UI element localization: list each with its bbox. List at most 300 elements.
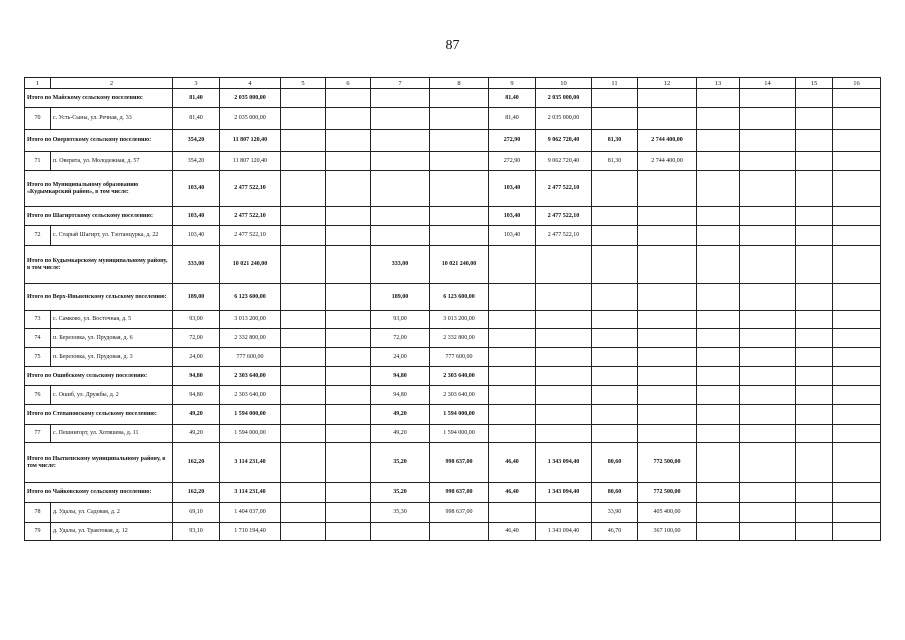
table-cell: 272,90	[489, 152, 536, 171]
table-cell: 354,20	[173, 130, 220, 152]
table-cell	[697, 443, 740, 483]
table-cell: 6 123 600,00	[430, 284, 489, 311]
table-cell	[833, 207, 881, 226]
table-cell	[281, 226, 326, 246]
subtotal-row	[25, 284, 881, 311]
subtotal-row	[25, 443, 881, 483]
table-cell	[796, 108, 833, 130]
table-cell	[489, 503, 536, 523]
table-cell: 162,20	[173, 443, 220, 483]
table-cell	[371, 108, 430, 130]
table-cell	[833, 311, 881, 329]
table-cell: 777 600,00	[220, 348, 281, 367]
table-cell: 81,40	[489, 108, 536, 130]
table-cell	[833, 152, 881, 171]
table-cell	[326, 130, 371, 152]
table-cell	[326, 425, 371, 443]
table-cell: 11 807 120,40	[220, 152, 281, 171]
table-cell	[833, 108, 881, 130]
table-cell: 333,00	[371, 246, 430, 284]
table-cell: 3 013 200,00	[220, 311, 281, 329]
table-cell: 2 303 640,00	[220, 386, 281, 405]
table-cell	[489, 386, 536, 405]
table-cell	[796, 523, 833, 541]
table-cell	[326, 483, 371, 503]
table-cell	[796, 130, 833, 152]
table-cell: 94,80	[371, 367, 430, 386]
table-cell: 1 404 037,00	[220, 503, 281, 523]
table-cell: 2 303 640,00	[220, 367, 281, 386]
table-cell	[371, 152, 430, 171]
table-cell	[592, 367, 638, 386]
table-cell	[638, 367, 697, 386]
table-cell	[638, 108, 697, 130]
column-header: 6	[326, 78, 371, 89]
table-cell: 772 500,00	[638, 483, 697, 503]
table-cell	[697, 226, 740, 246]
table-cell: 2 477 522,10	[536, 226, 592, 246]
table-cell	[430, 130, 489, 152]
table-cell	[638, 171, 697, 207]
table-cell: 2 332 800,00	[220, 329, 281, 348]
table-cell: 24,00	[371, 348, 430, 367]
table-cell: 2 303 640,00	[430, 386, 489, 405]
table-cell: 24,00	[173, 348, 220, 367]
table-cell: 94,80	[371, 386, 430, 405]
table-cell	[740, 171, 796, 207]
table-cell	[697, 207, 740, 226]
table-cell: 998 637,00	[430, 443, 489, 483]
table-cell	[833, 503, 881, 523]
table-cell	[536, 348, 592, 367]
table-cell	[326, 523, 371, 541]
table-cell: 189,00	[173, 284, 220, 311]
table-cell: 333,00	[173, 246, 220, 284]
row-number: 77	[25, 425, 51, 443]
row-address: д. Удалы, ул. Садовая, д. 2	[51, 503, 173, 523]
table-cell: 1 594 000,00	[430, 405, 489, 425]
table-cell: 103,40	[489, 226, 536, 246]
table-cell: 772 500,00	[638, 443, 697, 483]
table-cell	[796, 284, 833, 311]
table-cell: 2 477 522,10	[536, 171, 592, 207]
table-cell	[592, 311, 638, 329]
table-cell	[697, 284, 740, 311]
table-cell	[740, 386, 796, 405]
table-cell: 3 114 231,40	[220, 483, 281, 503]
column-header: 11	[592, 78, 638, 89]
table-cell: 10 021 240,00	[220, 246, 281, 284]
table-cell	[326, 171, 371, 207]
table-cell	[697, 89, 740, 108]
table-cell: 103,40	[489, 207, 536, 226]
table-cell	[638, 425, 697, 443]
row-address: п. Березовка, ул. Прудовая, д. 6	[51, 329, 173, 348]
column-header: 4	[220, 78, 281, 89]
table-cell	[281, 523, 326, 541]
table-cell	[326, 226, 371, 246]
table-row	[25, 108, 881, 130]
subtotal-row	[25, 89, 881, 108]
table-cell	[833, 367, 881, 386]
table-cell	[697, 171, 740, 207]
table-cell	[697, 367, 740, 386]
table-cell	[833, 523, 881, 541]
table-cell	[326, 246, 371, 284]
table-cell	[740, 367, 796, 386]
column-header: 9	[489, 78, 536, 89]
column-header: 13	[697, 78, 740, 89]
table-cell: 998 637,00	[430, 483, 489, 503]
table-cell	[697, 523, 740, 541]
table-cell: 81,40	[173, 89, 220, 108]
table-cell	[592, 89, 638, 108]
table-cell	[740, 329, 796, 348]
table-cell	[281, 367, 326, 386]
table-cell	[796, 348, 833, 367]
table-cell	[638, 246, 697, 284]
row-number: 73	[25, 311, 51, 329]
table-cell: 9 062 720,40	[536, 130, 592, 152]
table-cell	[326, 108, 371, 130]
table-cell	[697, 425, 740, 443]
table-cell	[281, 89, 326, 108]
table-header-row	[25, 78, 881, 89]
table-cell	[796, 311, 833, 329]
table-cell	[697, 405, 740, 425]
table-cell: 1 594 000,00	[430, 425, 489, 443]
table-cell	[833, 130, 881, 152]
table-cell	[536, 311, 592, 329]
table-cell	[592, 171, 638, 207]
table-cell	[281, 311, 326, 329]
row-label: Итого по Шагиртскому сельскому поселению:	[25, 207, 173, 226]
table-cell	[740, 108, 796, 130]
table-cell	[592, 207, 638, 226]
table-cell	[371, 207, 430, 226]
table-row	[25, 226, 881, 246]
row-label: Итого по Чайковскому сельскому поселению:	[25, 483, 173, 503]
table-cell	[697, 152, 740, 171]
table-cell	[536, 386, 592, 405]
table-cell	[326, 405, 371, 425]
table-cell	[371, 523, 430, 541]
table-cell	[796, 226, 833, 246]
table-cell	[592, 348, 638, 367]
row-number: 75	[25, 348, 51, 367]
table-cell	[740, 405, 796, 425]
table-cell: 1 343 094,40	[536, 523, 592, 541]
table-cell	[796, 152, 833, 171]
row-number: 70	[25, 108, 51, 130]
table-cell: 1 343 094,40	[536, 483, 592, 503]
table-cell	[796, 503, 833, 523]
table-cell	[281, 425, 326, 443]
table-cell	[740, 284, 796, 311]
table-cell: 2 035 000,00	[536, 108, 592, 130]
table-cell	[326, 284, 371, 311]
table-row	[25, 348, 881, 367]
data-table	[24, 77, 881, 541]
table-cell: 69,10	[173, 503, 220, 523]
row-label: Итого по Нытвенскому муниципальному району, в том числе:	[25, 443, 173, 483]
table-cell: 46,70	[592, 523, 638, 541]
table-cell	[326, 89, 371, 108]
row-address: с. Старый Шагирт, ул. Тэотанцурка, д. 22	[51, 226, 173, 246]
table-cell	[281, 171, 326, 207]
table-cell	[638, 386, 697, 405]
table-cell	[740, 483, 796, 503]
table-cell	[833, 89, 881, 108]
table-cell	[796, 246, 833, 284]
table-cell	[740, 89, 796, 108]
table-cell	[281, 130, 326, 152]
table-cell	[796, 443, 833, 483]
column-header: 2	[51, 78, 173, 89]
table-cell	[371, 130, 430, 152]
table-cell	[489, 246, 536, 284]
table-cell	[796, 483, 833, 503]
table-cell: 35,20	[371, 483, 430, 503]
table-cell	[326, 152, 371, 171]
table-cell	[796, 405, 833, 425]
table-cell: 3 013 200,00	[430, 311, 489, 329]
table-cell	[740, 207, 796, 226]
subtotal-row	[25, 130, 881, 152]
table-cell: 35,20	[371, 443, 430, 483]
row-label: Итого по Оверятскому сельскому поселению:	[25, 130, 173, 152]
table-cell	[796, 207, 833, 226]
row-address: с. Усть-Сыны, ул. Речная, д. 33	[51, 108, 173, 130]
table-cell	[592, 386, 638, 405]
row-address: с. Пешнигорт, ул. Хотяшева, д. 11	[51, 425, 173, 443]
table-cell	[326, 207, 371, 226]
subtotal-row	[25, 207, 881, 226]
table-cell	[281, 108, 326, 130]
table-cell	[697, 483, 740, 503]
column-header: 10	[536, 78, 592, 89]
table-cell: 2 477 522,10	[220, 207, 281, 226]
table-cell: 49,20	[371, 405, 430, 425]
table-cell	[281, 503, 326, 523]
table-cell	[833, 284, 881, 311]
table-cell	[740, 130, 796, 152]
row-number: 78	[25, 503, 51, 523]
table-row	[25, 311, 881, 329]
table-cell: 2 035 000,00	[220, 89, 281, 108]
table-cell	[430, 226, 489, 246]
table-cell	[697, 130, 740, 152]
column-header: 5	[281, 78, 326, 89]
table-cell	[638, 405, 697, 425]
table-cell	[281, 284, 326, 311]
table-cell: 49,20	[173, 425, 220, 443]
table-cell: 46,40	[489, 483, 536, 503]
table-cell: 189,00	[371, 284, 430, 311]
table-row	[25, 425, 881, 443]
row-number: 76	[25, 386, 51, 405]
table-cell	[281, 207, 326, 226]
table-cell: 35,30	[371, 503, 430, 523]
table-cell: 272,90	[489, 130, 536, 152]
subtotal-row	[25, 171, 881, 207]
table-cell	[740, 523, 796, 541]
table-cell	[489, 367, 536, 386]
table-cell	[638, 348, 697, 367]
table-cell: 11 807 120,40	[220, 130, 281, 152]
table-cell	[697, 329, 740, 348]
table-cell: 93,10	[173, 523, 220, 541]
table-cell	[430, 89, 489, 108]
table-cell: 93,00	[173, 311, 220, 329]
table-cell	[833, 329, 881, 348]
table-cell	[326, 367, 371, 386]
table-cell: 1 594 000,00	[220, 425, 281, 443]
table-row	[25, 386, 881, 405]
table-cell: 998 637,00	[430, 503, 489, 523]
table-cell: 1 710 194,40	[220, 523, 281, 541]
table-cell: 49,20	[173, 405, 220, 425]
table-cell	[592, 329, 638, 348]
table-cell	[697, 386, 740, 405]
table-cell	[430, 108, 489, 130]
table-cell	[281, 386, 326, 405]
row-label: Итого по Верх-Иньвенскому сельскому поселению:	[25, 284, 173, 311]
table-cell: 2 744 400,00	[638, 130, 697, 152]
subtotal-row	[25, 367, 881, 386]
table-cell: 80,60	[592, 443, 638, 483]
table-cell	[796, 367, 833, 386]
table-row	[25, 503, 881, 523]
table-cell	[536, 329, 592, 348]
column-header: 16	[833, 78, 881, 89]
table-cell	[592, 284, 638, 311]
table-cell	[833, 483, 881, 503]
row-address: д. Удалы, ул. Трактовая, д. 12	[51, 523, 173, 541]
column-header: 1	[25, 78, 51, 89]
table-cell: 2 035 000,00	[536, 89, 592, 108]
table-cell	[371, 89, 430, 108]
table-cell: 103,40	[173, 226, 220, 246]
column-header: 12	[638, 78, 697, 89]
table-cell	[536, 405, 592, 425]
table-cell	[592, 405, 638, 425]
row-number: 79	[25, 523, 51, 541]
table-cell	[833, 246, 881, 284]
table-cell: 1 343 094,40	[536, 443, 592, 483]
table-cell	[489, 348, 536, 367]
table-cell	[833, 443, 881, 483]
table-cell	[796, 89, 833, 108]
table-cell	[796, 171, 833, 207]
table-cell	[536, 246, 592, 284]
table-cell	[833, 226, 881, 246]
table-cell	[638, 226, 697, 246]
table-cell	[833, 171, 881, 207]
row-label: Итого по Кудымкарскому муниципальному району, в том числе:	[25, 246, 173, 284]
table-cell: 81,40	[489, 89, 536, 108]
row-label: Итого по Степановскому сельскому поселению:	[25, 405, 173, 425]
table-cell	[281, 443, 326, 483]
table-cell	[281, 348, 326, 367]
table-cell: 81,40	[173, 108, 220, 130]
table-cell	[833, 405, 881, 425]
row-number: 72	[25, 226, 51, 246]
table-cell: 81,30	[592, 152, 638, 171]
subtotal-row	[25, 405, 881, 425]
table-cell	[740, 152, 796, 171]
table-cell	[281, 483, 326, 503]
table-cell	[833, 348, 881, 367]
table-cell: 354,20	[173, 152, 220, 171]
column-header: 8	[430, 78, 489, 89]
column-header: 15	[796, 78, 833, 89]
table-cell	[697, 348, 740, 367]
table-cell: 405 400,00	[638, 503, 697, 523]
table-cell: 2 744 400,00	[638, 152, 697, 171]
table-cell	[326, 503, 371, 523]
table-cell: 9 062 720,40	[536, 152, 592, 171]
table-cell	[833, 425, 881, 443]
table-cell	[592, 425, 638, 443]
table-cell: 367 100,00	[638, 523, 697, 541]
page-number: 87	[445, 38, 460, 53]
table-cell	[638, 89, 697, 108]
row-address: с. Ошиб, ул. Дружбы, д. 2	[51, 386, 173, 405]
column-header: 7	[371, 78, 430, 89]
table-cell	[430, 523, 489, 541]
table-cell	[740, 246, 796, 284]
table-cell: 94,80	[173, 367, 220, 386]
table-cell	[592, 226, 638, 246]
table-cell	[740, 425, 796, 443]
table-cell	[281, 329, 326, 348]
table-cell: 80,60	[592, 483, 638, 503]
row-number: 71	[25, 152, 51, 171]
table-cell	[697, 108, 740, 130]
table-cell	[281, 246, 326, 284]
table-cell	[326, 329, 371, 348]
table-cell	[326, 348, 371, 367]
table-cell	[796, 386, 833, 405]
table-cell	[430, 171, 489, 207]
table-cell: 10 021 240,00	[430, 246, 489, 284]
table-cell	[638, 207, 697, 226]
row-number: 74	[25, 329, 51, 348]
table-cell	[592, 108, 638, 130]
table-cell: 162,20	[173, 483, 220, 503]
table-cell	[536, 425, 592, 443]
table-cell: 103,40	[173, 171, 220, 207]
table-cell	[430, 152, 489, 171]
table-cell	[796, 329, 833, 348]
table-cell	[489, 311, 536, 329]
table-cell	[281, 405, 326, 425]
table-row	[25, 152, 881, 171]
table-cell	[489, 329, 536, 348]
row-label: Итого по Майскому сельскому поселению:	[25, 89, 173, 108]
table-cell: 46,40	[489, 523, 536, 541]
row-address: п. Оверята, ул. Молодежная, д. 57	[51, 152, 173, 171]
table-cell	[638, 311, 697, 329]
table-row	[25, 523, 881, 541]
table-cell: 81,30	[592, 130, 638, 152]
subtotal-row	[25, 246, 881, 284]
table-cell	[326, 311, 371, 329]
table-cell: 103,40	[489, 171, 536, 207]
table-cell	[740, 311, 796, 329]
table-cell: 2 477 522,10	[536, 207, 592, 226]
